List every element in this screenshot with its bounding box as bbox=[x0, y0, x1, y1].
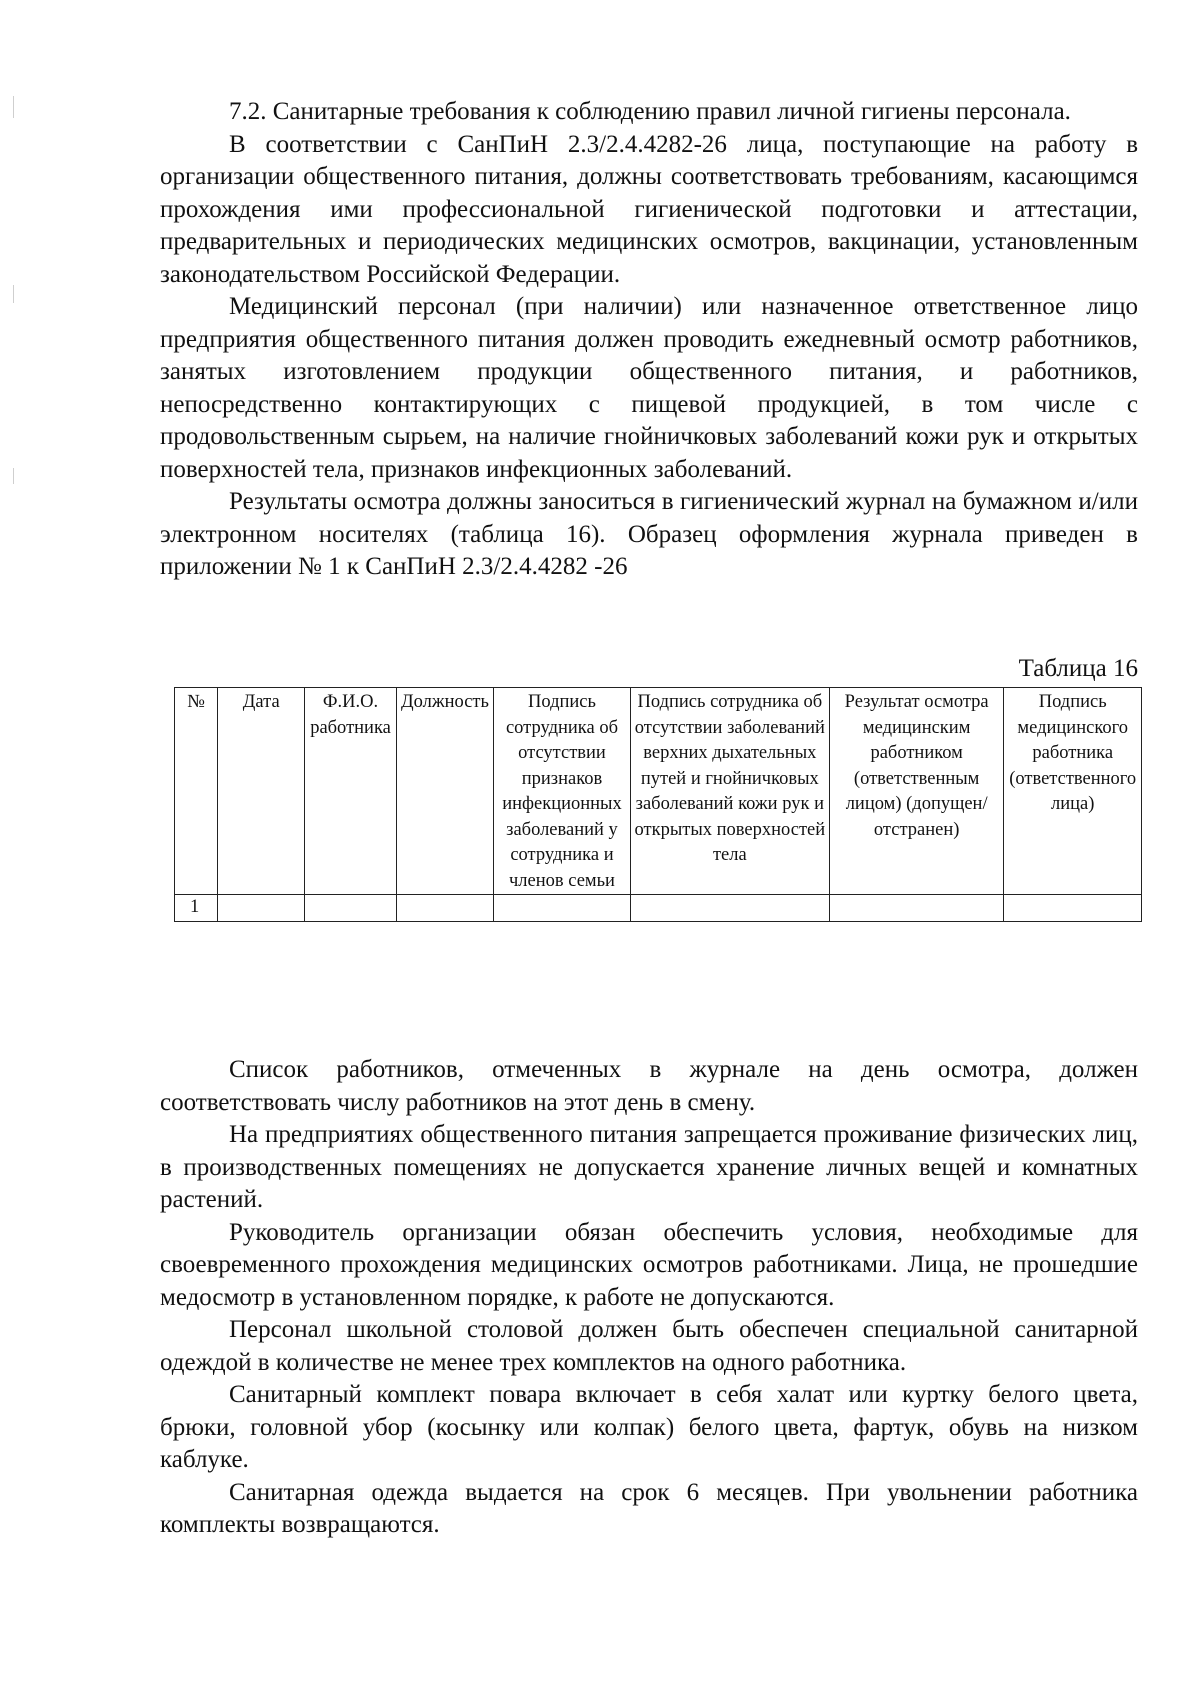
header-signature-infection: Подпись сотрудника об отсутствии признаков инфекционных заболеваний у сотрудника и членов семьи bbox=[494, 688, 631, 895]
header-number: № bbox=[175, 688, 218, 895]
scan-margin-mark bbox=[13, 96, 14, 118]
body-paragraph: Санитарный комплект повара включает в себя халат или куртку белого цвета, брюки, головной убор (косынку или колпак) белого цвета, фартук, обувь на низком каблуке. bbox=[160, 1381, 1138, 1473]
body-paragraph: Список работников, отмеченных в журнале на день осмотра, должен соответствовать числу работников на этот день в смену. bbox=[160, 1056, 1138, 1116]
body-paragraph: Санитарная одежда выдается на срок 6 месяцев. При увольнении работника комплекты возвращаются. bbox=[160, 1478, 1138, 1538]
body-paragraph: Медицинский персонал (при наличии) или назначенное ответственное лицо предприятия общественного питания должен проводить ежедневный осмотр работников, занятых изготовлением продукции общественного питания, и работников, непосредственно контактирующих с пищевой продукцией, в том числе с продовольственным сырьем, на наличие гнойничковых заболеваний кожи рук и открытых поверхностей тела, признаков инфекционных заболеваний. bbox=[160, 293, 1138, 483]
header-inspection-result: Результат осмотра медицинским работником (ответственным лицом) (допущен/отстранен) bbox=[829, 688, 1004, 895]
requirements-section bbox=[160, 1054, 1138, 1542]
table-cell: 1 bbox=[175, 895, 218, 922]
table-cell bbox=[829, 895, 1004, 922]
header-position: Должность bbox=[396, 688, 494, 895]
header-signature-respiratory: Подпись сотрудника об отсутствии заболеваний верхних дыхательных путей и гнойничковых заболеваний кожи рук и открытых поверхностей тела bbox=[630, 688, 829, 895]
body-paragraph: На предприятиях общественного питания запрещается проживание физических лиц, в производственных помещениях не допускается хранение личных вещей и комнатных растений. bbox=[160, 1121, 1138, 1213]
body-paragraph: Руководитель организации обязан обеспечить условия, необходимые для своевременного прохождения медицинских осмотров работниками. Лица, не прошедшие медосмотр в установленном порядке, к работе не допускаются. bbox=[160, 1218, 1138, 1311]
table-header-row bbox=[175, 688, 1142, 895]
table-row bbox=[175, 895, 1142, 922]
table-cell bbox=[396, 895, 494, 922]
section-heading-paragraph: 7.2. Санитарные требования к соблюдению правил личной гигиены персонала. bbox=[229, 98, 1071, 125]
body-paragraph: Результаты осмотра должны заноситься в гигиенический журнал на бумажном и/или электронном носителях (таблица 16). Образец оформления журнала приведен в приложении № 1 к СанПиН 2.3/2.4.4282 -26 bbox=[160, 488, 1138, 580]
header-employee-name: Ф.И.О. работника bbox=[305, 688, 396, 895]
intro-section bbox=[160, 96, 1138, 584]
body-paragraph: В соответствии с СанПиН 2.3/2.4.4282-26 лица, поступающие на работу в организации общественного питания, должны соответствовать требованиям, касающимся прохождения ими профессиональной гигиенической подготовки и аттестации, предварительных и периодических медицинских осмотров, вакцинации, установленным законодательством Российской Федерации. bbox=[160, 130, 1138, 288]
header-date: Дата bbox=[218, 688, 305, 895]
hygiene-journal-table bbox=[174, 687, 1142, 922]
table-cell bbox=[1004, 895, 1142, 922]
table-cell bbox=[218, 895, 305, 922]
table-cell bbox=[305, 895, 396, 922]
scan-margin-mark bbox=[13, 285, 14, 303]
scan-margin-mark bbox=[13, 468, 14, 484]
table-caption: Таблица 16 bbox=[1018, 655, 1138, 682]
table-cell bbox=[494, 895, 631, 922]
table-cell bbox=[630, 895, 829, 922]
header-medic-signature: Подпись медицинского работника (ответственного лица) bbox=[1004, 688, 1142, 895]
body-paragraph: Персонал школьной столовой должен быть обеспечен специальной санитарной одеждой в количестве не менее трех комплектов на одного работника. bbox=[160, 1316, 1138, 1376]
